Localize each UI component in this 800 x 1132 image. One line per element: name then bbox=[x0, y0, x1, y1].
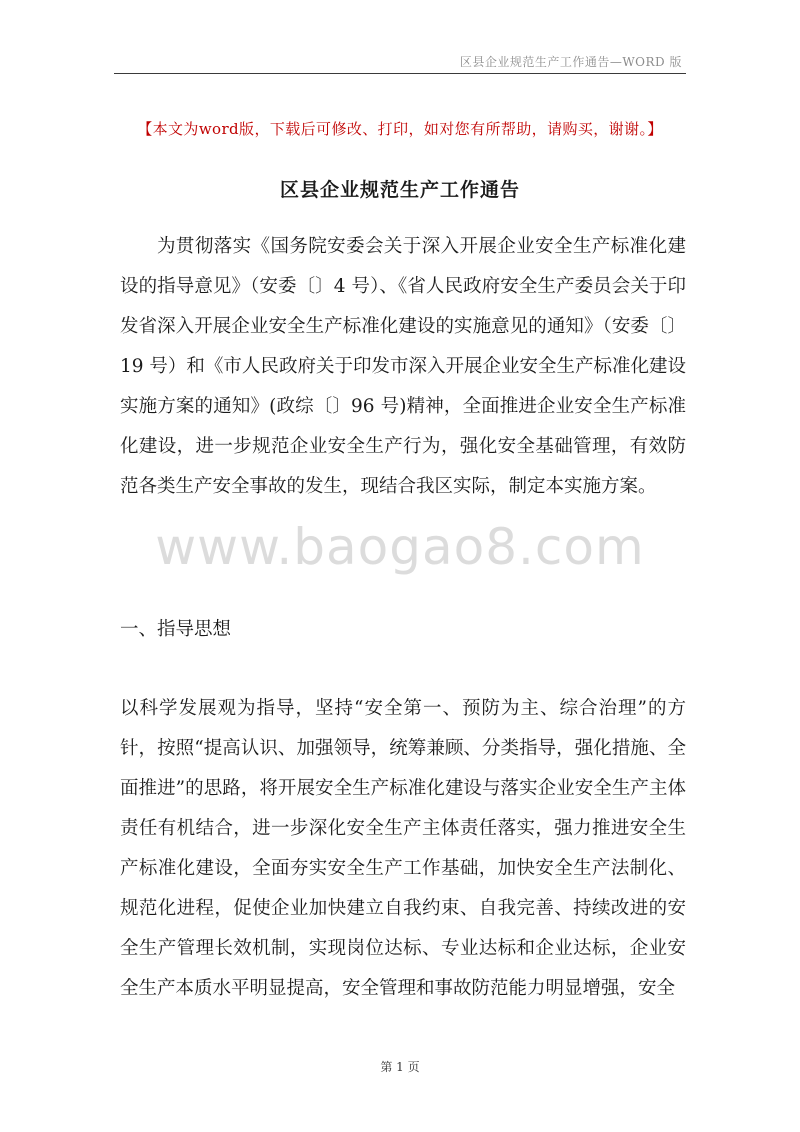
intro-paragraph: 为贯彻落实《国务院安委会关于深入开展企业安全生产标准化建设的指导意见》（安委〔〕4 号）、《省人民政府安全生产委员会关于印发省深入开展企业安全生产标准化建设的实施意见的通知》（安委〔〕19 号）和《市人民政府关于印发市深入开展企业安全生产标准化建设实施方案的通知》(政综〔〕96 号)精神，全面推进企业安全生产标准化建设，进一步规范企业安全生产行为，强化安全基础管理，有效防范各类生产安全事故的发生，现结合我区实际，制定本实施方案。 bbox=[120, 236, 686, 497]
section-paragraph: 以科学发展观为指导，坚持“安全第一、预防为主、综合治理”的方针，按照“提高认识、加强领导，统筹兼顾、分类指导，强化措施、全面推进”的思路，将开展安全生产标准化建设与落实企业安全生产主体责任有机结合，进一步深化安全生产主体责任落实，强力推进安全生产标准化建设，全面夯实安全生产工作基础，加快安全生产法制化、规范化进程，促使企业加快建立自我约束、自我完善、持续改进的安全生产管理长效机制，实现岗位达标、专业达标和企业达标，企业安全生产本质水平明显提高，安全管理和事故防范能力明显增强，安全 bbox=[120, 698, 686, 999]
watermark: www.baogao8.com bbox=[155, 518, 645, 576]
running-header: 区县企业规范生产工作通告—WORD 版 bbox=[459, 55, 682, 69]
section-heading-guiding-ideology: 一、指导思想 bbox=[120, 619, 232, 640]
purchase-notice: 【本文为word版，下载后可修改、打印，如对您有所帮助，请购买，谢谢。】 bbox=[137, 120, 663, 138]
document-title: 区县企业规范生产工作通告 bbox=[279, 179, 520, 201]
page-number: 第 1 页 bbox=[380, 1060, 420, 1074]
header-divider bbox=[114, 73, 686, 74]
